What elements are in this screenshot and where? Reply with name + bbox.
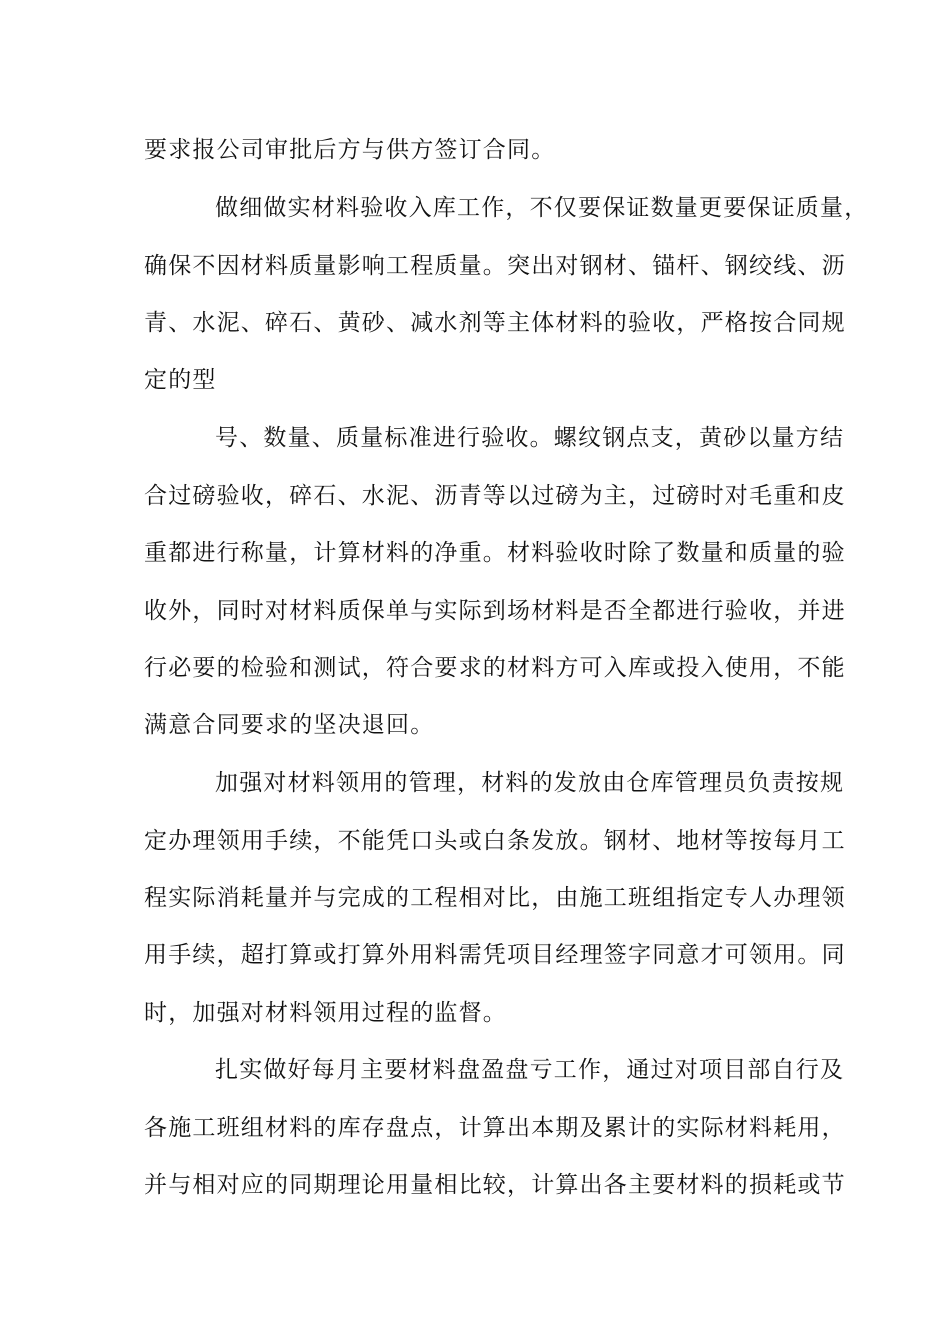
text-line: 程实际消耗量并与完成的工程相对比，由施工班组指定专人办理领 bbox=[144, 885, 846, 911]
text-line: 收外，同时对材料质保单与实际到场材料是否全都进行验收，并进 bbox=[144, 598, 846, 624]
paragraph-first-line: 加强对材料领用的管理，材料的发放由仓库管理员负责按规 bbox=[215, 770, 845, 796]
text-line: 要求报公司审批后方与供方签订合同。 bbox=[144, 137, 556, 163]
text-line: 满意合同要求的坚决退回。 bbox=[144, 712, 435, 738]
text-line: 并与相对应的同期理论用量相比较，计算出各主要材料的损耗或节 bbox=[144, 1172, 846, 1198]
paragraph-first-line: 号、数量、质量标准进行验收。螺纹钢点支，黄砂以量方结 bbox=[215, 425, 845, 451]
text-line: 各施工班组材料的库存盘点，计算出本期及累计的实际材料耗用， bbox=[144, 1115, 846, 1141]
text-line: 重都进行称量，计算材料的净重。材料验收时除了数量和质量的验 bbox=[144, 540, 846, 566]
paragraph-first-line: 做细做实材料验收入库工作，不仅要保证数量更要保证质量， bbox=[215, 195, 869, 221]
text-line: 确保不因材料质量影响工程质量。突出对钢材、锚杆、钢绞线、沥 bbox=[144, 253, 846, 279]
text-line: 定的型 bbox=[144, 367, 217, 393]
text-line: 时，加强对材料领用过程的监督。 bbox=[144, 1000, 507, 1026]
text-line: 定办理领用手续，不能凭口头或白条发放。钢材、地材等按每月工 bbox=[144, 828, 846, 854]
paragraph-first-line: 扎实做好每月主要材料盘盈盘亏工作，通过对项目部自行及 bbox=[215, 1057, 845, 1083]
text-line: 用手续，超打算或打算外用料需凭项目经理签字同意才可领用。同 bbox=[144, 942, 846, 968]
text-line: 合过磅验收，碎石、水泥、沥青等以过磅为主，过磅时对毛重和皮 bbox=[144, 483, 846, 509]
text-line: 行必要的检验和测试，符合要求的材料方可入库或投入使用，不能 bbox=[144, 655, 846, 681]
text-line: 青、水泥、碎石、黄砂、减水剂等主体材料的验收，严格按合同规 bbox=[144, 310, 846, 336]
